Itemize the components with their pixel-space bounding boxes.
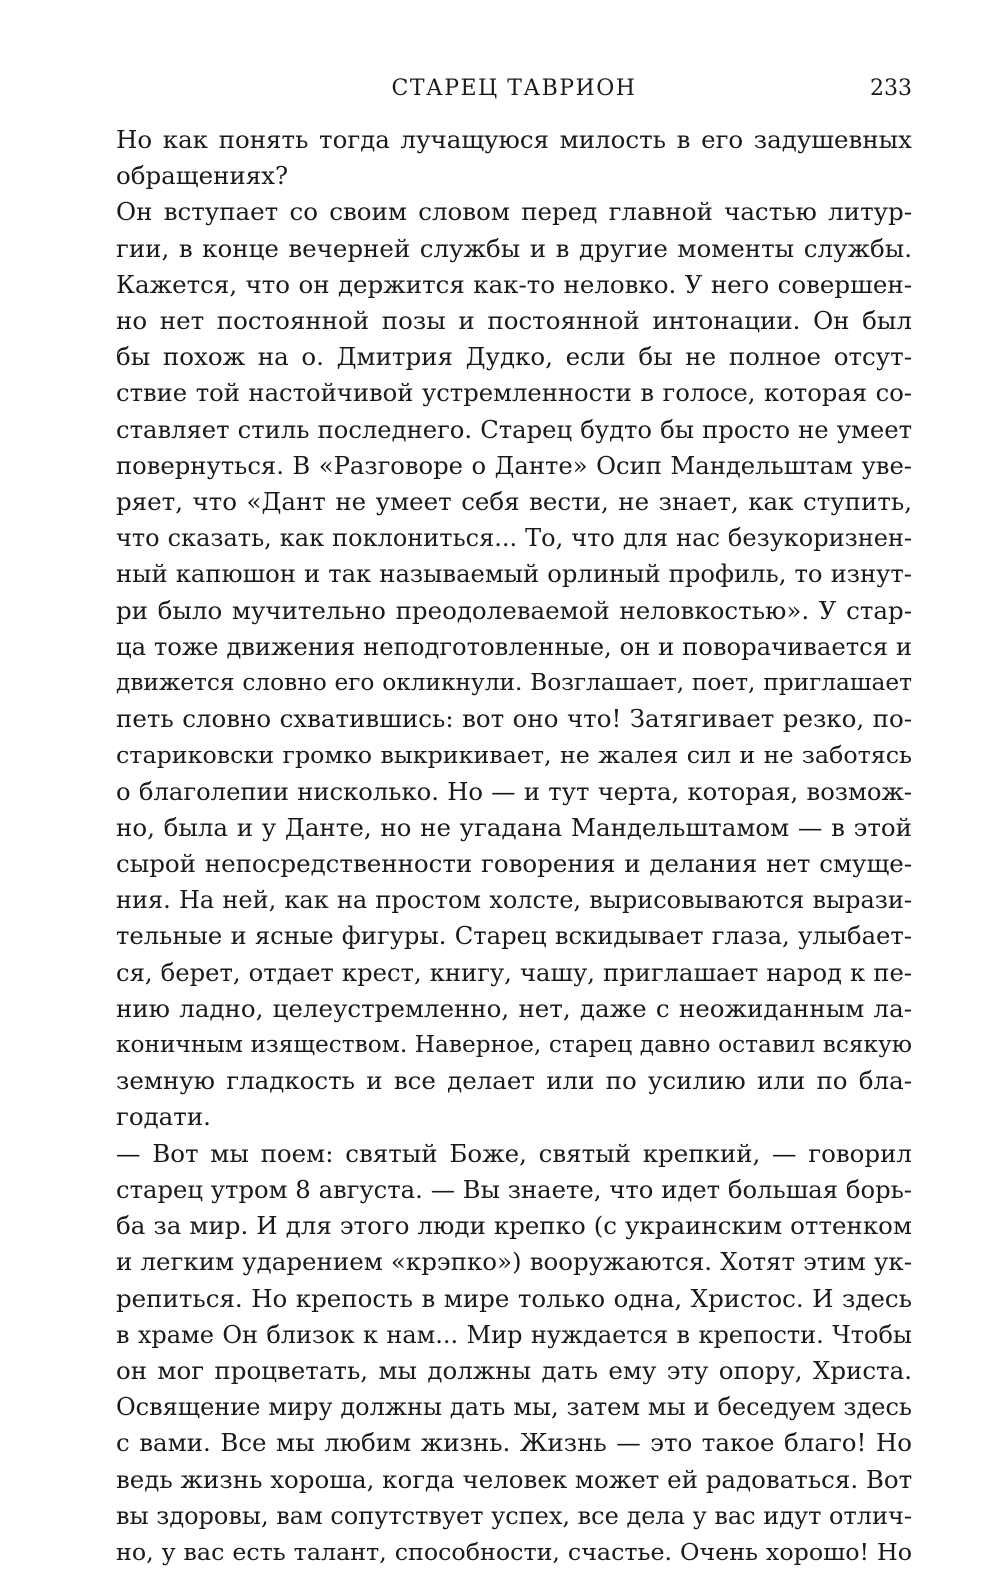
text-line: он мог процветать, мы должны дать ему эту опору, Христа. bbox=[116, 1355, 912, 1385]
text-line: ведь жизнь хороша, когда человек может ей радоваться. Вот bbox=[116, 1464, 913, 1494]
text-line: Но как понять тогда лучащуюся милость в его задушевных bbox=[116, 125, 912, 154]
text-line: ряет, что «Дант не умеет себя вести, не знает, как ступить, bbox=[116, 487, 912, 517]
text-line: ный капюшон и так называемый орлиный профиль, то изнут- bbox=[116, 559, 912, 589]
body-text bbox=[116, 122, 912, 1570]
running-title: СТАРЕЦ ТАВРИОН bbox=[391, 76, 637, 101]
text-line: с вами. Все мы любим жизнь. Жизнь — это такое благо! Но bbox=[116, 1428, 912, 1458]
text-line: вы здоровы, вам сопутствует успех, все дела у вас идут отлич- bbox=[116, 1501, 912, 1530]
text-line: Освящение миру должны дать мы, затем мы и беседуем здесь bbox=[116, 1393, 912, 1422]
text-line: тельные и ясные фигуры. Старец вскидывает глаза, улыбает- bbox=[116, 921, 912, 951]
text-line: Он вступает со своим словом перед главной частью литур- bbox=[116, 197, 912, 227]
text-line: ствие той настойчивой устремленности в голосе, которая со- bbox=[116, 378, 912, 408]
text-line: ся, берет, отдает крест, книгу, чашу, приглашает народ к пе- bbox=[116, 957, 912, 987]
text-line: ния. На ней, как на простом холсте, вырисовываются вырази- bbox=[116, 886, 912, 915]
text-line: ца тоже движения неподготовленные, он и поворачивается и bbox=[116, 631, 912, 661]
text-line: но нет постоянной позы и постоянной интонации. Он был bbox=[116, 306, 912, 336]
text-line: что сказать, как поклониться... То, что для нас безукоризнен- bbox=[116, 524, 912, 553]
text-line: ри было мучительно преодолеваемой неловкостью». У стар- bbox=[116, 595, 912, 625]
text-line: репиться. Но крепость в мире только одна, Христос. И здесь bbox=[116, 1283, 912, 1313]
text-line: сырой непосредственности говорения и делания нет смуще- bbox=[116, 849, 912, 879]
text-line: петь словно схватившись: вот оно что! Затягивает резко, по- bbox=[116, 704, 912, 734]
text-line: земную гладкость и все делает или по усилию или по бла- bbox=[116, 1066, 912, 1096]
text-line: ба за мир. И для этого люди крепко (с украинским оттенком bbox=[116, 1211, 912, 1241]
text-line: обращениях? bbox=[116, 161, 289, 191]
text-line: нию ладно, целеустремленно, нет, даже с неожиданным ла- bbox=[116, 993, 912, 1023]
running-head bbox=[116, 70, 912, 114]
text-line: и легким ударением «крэпко») вооружаются. Хотят этим ук- bbox=[116, 1247, 912, 1277]
text-line: но, была и у Данте, но не угадана Мандельштамом — в этой bbox=[116, 812, 912, 842]
text-line: в храме Он близок к нам... Мир нуждается в крепости. Чтобы bbox=[116, 1320, 912, 1349]
book-page bbox=[116, 70, 912, 1570]
page-number: 233 bbox=[870, 76, 912, 101]
text-line: но, у вас есть талант, способности, счастье. Очень хорошо! Но bbox=[116, 1537, 912, 1566]
text-line: движется словно его окликнули. Возглашает, поет, приглашает bbox=[116, 669, 912, 697]
text-line: — Вот мы поем: святый Боже, святый крепкий, — говорил bbox=[116, 1138, 912, 1168]
text-line: старец утром 8 августа. — Вы знаете, что идет большая борь- bbox=[116, 1174, 912, 1204]
text-line: гии, в конце вечерней службы и в другие моменты службы. bbox=[116, 233, 912, 263]
text-line: о благолепии нисколько. Но — и тут черта, которая, возмож- bbox=[116, 776, 912, 806]
text-line: бы похож на о. Дмитрия Дудко, если бы не полное отсут- bbox=[116, 342, 912, 372]
text-line: повернуться. В «Разговоре о Данте» Осип Мандельштам уве- bbox=[116, 450, 912, 480]
text-line: коничным изяществом. Наверное, старец давно оставил всякую bbox=[116, 1031, 912, 1059]
text-line: Кажется, что он держится как-то неловко. У него совершен- bbox=[116, 269, 912, 299]
text-line: ставляет стиль последнего. Старец будто бы просто не умеет bbox=[116, 414, 912, 444]
text-line: годати. bbox=[116, 1102, 211, 1132]
text-line: стариковски громко выкрикивает, не жалея сил и не заботясь bbox=[116, 741, 912, 770]
